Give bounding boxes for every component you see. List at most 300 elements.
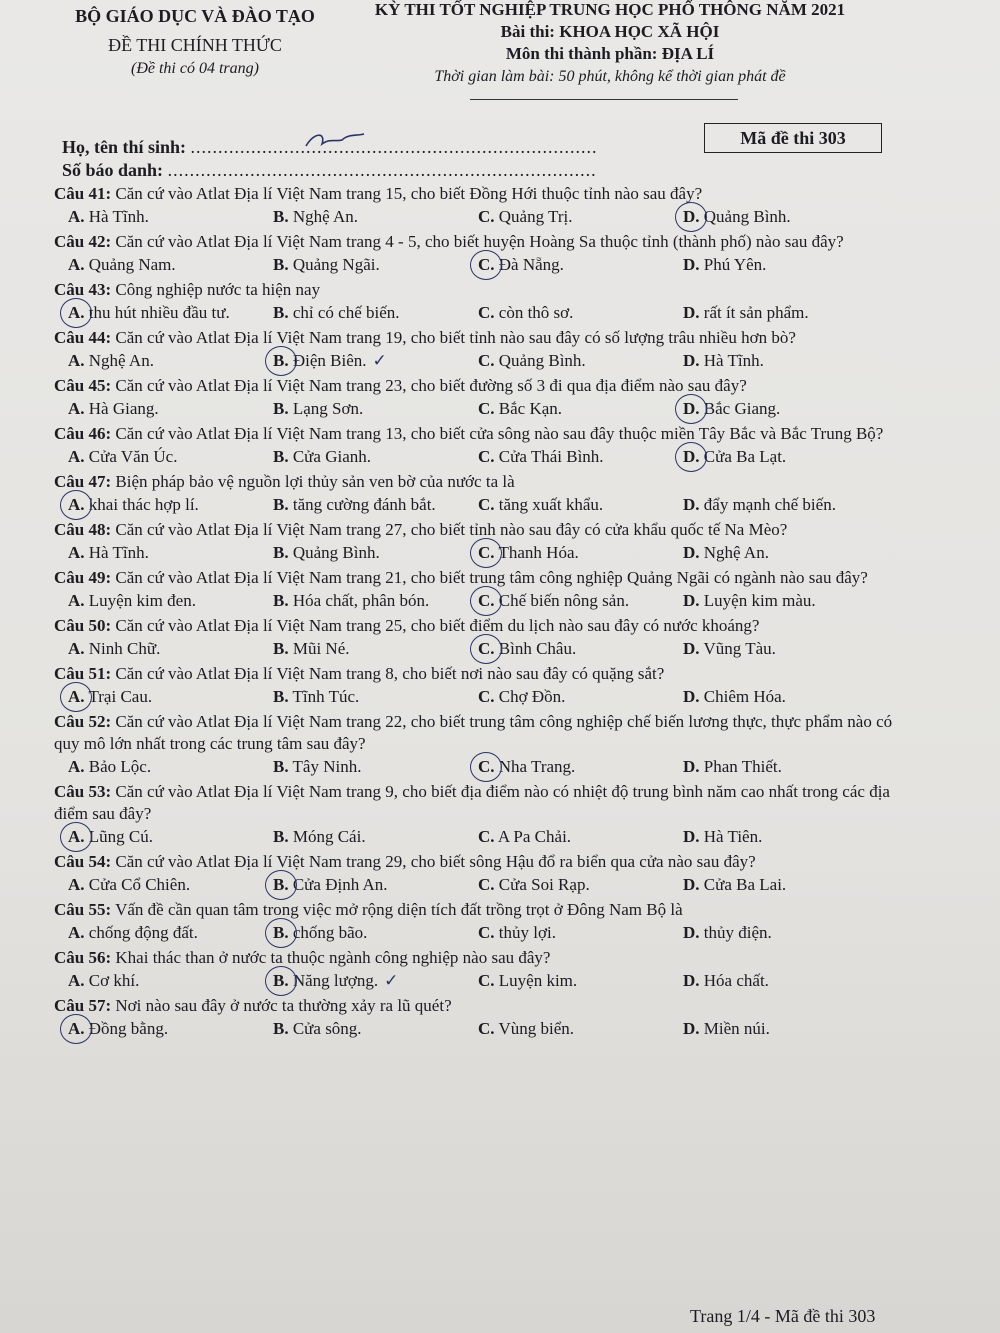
option-letter: A. (68, 687, 85, 706)
handwritten-name-scribble (300, 128, 380, 152)
option-text: chống động đất. (88, 923, 198, 942)
answer-option (273, 685, 478, 709)
option-letter: B. (273, 827, 289, 846)
question-stem (54, 947, 904, 969)
option-text: Hà Tĩnh. (88, 207, 149, 226)
answer-options (68, 589, 904, 613)
question-text: Căn cứ vào Atlat Địa lí Việt Nam trang 25, cho biết điểm du lịch nào sau đây có nước khoáng? (115, 616, 760, 635)
option-letter: A. (68, 351, 85, 370)
question-stem (54, 183, 904, 205)
answer-option (273, 541, 478, 565)
exam-subject: Bài thi: KHOA HỌC XÃ HỘI (500, 22, 720, 41)
option-text: Lũng Cú. (88, 827, 154, 846)
question-stem (54, 615, 904, 637)
question-item (54, 279, 904, 325)
answer-option (478, 921, 683, 945)
answer-option (478, 873, 683, 897)
option-text: thu hút nhiều đầu tư. (88, 303, 230, 322)
answer-option (683, 755, 888, 779)
option-letter: D. (683, 639, 700, 658)
answer-option (478, 493, 683, 517)
candidate-name-label: Họ, tên thí sinh: (62, 137, 187, 157)
question-text: Công nghiệp nước ta hiện nay (115, 280, 321, 299)
option-letter: C. (478, 447, 495, 466)
answer-option (68, 755, 273, 779)
question-text: Căn cứ vào Atlat Địa lí Việt Nam trang 22, cho biết trung tâm công nghiệp chế biến lương thực, thực phẩm nào có quy mô lớn nhất trong các trung tâm sau đây? (54, 712, 893, 753)
question-text: Nơi nào sau đây ở nước ta thường xảy ra lũ quét? (115, 996, 452, 1015)
answer-option (683, 301, 888, 325)
question-text: Căn cứ vào Atlat Địa lí Việt Nam trang 21, cho biết trung tâm công nghiệp Quảng Ngãi có ngành nào sau đây? (115, 568, 868, 587)
option-text: chống bão. (292, 923, 368, 942)
answer-option (683, 349, 888, 373)
option-letter: B. (273, 591, 289, 610)
option-text: Cửa Ba Lạt. (703, 447, 787, 466)
page-count-note: (Đề thi có 04 trang) (131, 60, 259, 77)
answer-option (683, 397, 888, 421)
header-right (340, 0, 880, 86)
option-text: A Pa Chải. (497, 827, 572, 846)
option-letter: B. (273, 639, 289, 658)
question-text: Biện pháp bảo vệ nguồn lợi thủy sản ven bờ của nước ta là (115, 472, 515, 491)
question-number: Câu 45: (54, 376, 112, 395)
answer-option (273, 589, 478, 613)
answer-option (68, 1017, 273, 1041)
option-letter: A. (68, 207, 85, 226)
answer-options (68, 349, 904, 373)
answer-option (683, 921, 888, 945)
question-stem (54, 899, 904, 921)
option-text: Đồng bằng. (88, 1019, 169, 1038)
question-stem (54, 231, 904, 253)
option-letter: A. (68, 255, 85, 274)
answer-options (68, 921, 904, 945)
option-letter: C. (478, 827, 495, 846)
question-number: Câu 48: (54, 520, 112, 539)
option-letter: A. (68, 757, 85, 776)
answer-options (68, 685, 904, 709)
question-text: Căn cứ vào Atlat Địa lí Việt Nam trang 23, cho biết đường số 3 đi qua địa điểm nào sau đây? (115, 376, 747, 395)
option-letter: C. (478, 923, 495, 942)
answer-options (68, 301, 904, 325)
answer-option (478, 541, 683, 565)
question-stem (54, 567, 904, 589)
option-text: Cửa Soi Rạp. (498, 875, 590, 894)
answer-options (68, 541, 904, 565)
answer-option (683, 637, 888, 661)
answer-option (683, 589, 888, 613)
question-stem (54, 781, 904, 825)
question-number: Câu 57: (54, 996, 112, 1015)
candidate-id-line (62, 160, 597, 181)
answer-option (68, 637, 273, 661)
option-letter: B. (273, 687, 289, 706)
answer-option (273, 397, 478, 421)
option-letter: C. (478, 875, 495, 894)
option-letter: D. (683, 827, 700, 846)
page-footer: Trang 1/4 - Mã đề thi 303 (690, 1306, 876, 1326)
question-item (54, 663, 904, 709)
question-stem (54, 327, 904, 349)
option-letter: C. (478, 207, 495, 226)
question-number: Câu 41: (54, 184, 112, 203)
answer-option (273, 755, 478, 779)
question-text: Vấn đề cần quan tâm trong việc mở rộng diện tích đất trồng trọt ở Đông Nam Bộ là (115, 900, 683, 919)
option-letter: D. (683, 399, 700, 418)
question-number: Câu 50: (54, 616, 112, 635)
question-number: Câu 51: (54, 664, 112, 683)
answer-option (68, 685, 273, 709)
question-stem (54, 279, 904, 301)
exam-title: KỲ THI TỐT NGHIỆP TRUNG HỌC PHỔ THÔNG NĂM 2021 (374, 0, 846, 19)
question-item (54, 471, 904, 517)
option-text: Hà Tiên. (703, 827, 763, 846)
option-text: Cửa Văn Úc. (88, 447, 178, 466)
option-text: Hà Giang. (88, 399, 159, 418)
answer-option (68, 493, 273, 517)
option-letter: D. (683, 971, 700, 990)
option-text: Quảng Bình. (498, 351, 586, 370)
check-mark-icon: ✓ (384, 971, 399, 990)
option-letter: B. (273, 757, 289, 776)
option-letter: B. (273, 971, 289, 990)
question-stem (54, 851, 904, 873)
question-item (54, 615, 904, 661)
option-text: Trại Cau. (88, 687, 153, 706)
answer-option (683, 873, 888, 897)
option-letter: A. (68, 923, 85, 942)
option-letter: D. (683, 591, 700, 610)
option-text: Cửa Ba Lai. (703, 875, 787, 894)
answer-option (683, 685, 888, 709)
question-text: Căn cứ vào Atlat Địa lí Việt Nam trang 19, cho biết tỉnh nào sau đây có số lượng trâu nhiều hơn bò? (115, 328, 796, 347)
answer-option (68, 397, 273, 421)
answer-option (273, 637, 478, 661)
answer-option (68, 921, 273, 945)
option-text: Vũng Tàu. (703, 639, 776, 658)
question-text: Căn cứ vào Atlat Địa lí Việt Nam trang 15, cho biết Đồng Hới thuộc tỉnh nào sau đây? (115, 184, 703, 203)
option-text: Quảng Trị. (498, 207, 573, 226)
question-item (54, 231, 904, 277)
option-letter: D. (683, 255, 700, 274)
option-text: Phú Yên. (703, 255, 767, 274)
candidate-name-dots: .......................................................................... (190, 137, 598, 157)
option-letter: D. (683, 687, 700, 706)
answer-option (478, 825, 683, 849)
question-item (54, 781, 904, 849)
option-letter: A. (68, 303, 85, 322)
option-text: Phan Thiết. (703, 757, 782, 776)
answer-option (273, 253, 478, 277)
question-number: Câu 53: (54, 782, 112, 801)
option-text: Nghệ An. (292, 207, 359, 226)
answer-option (478, 685, 683, 709)
question-stem (54, 519, 904, 541)
option-text: Bắc Kạn. (498, 399, 563, 418)
question-text: Căn cứ vào Atlat Địa lí Việt Nam trang 9, cho biết địa điểm nào có nhiệt độ trung bình năm cao nhất trong các địa điểm sau đây? (54, 782, 890, 823)
question-text: Căn cứ vào Atlat Địa lí Việt Nam trang 13, cho biết cửa sông nào sau đây thuộc miền Tây Bắc và Bắc Trung Bộ? (115, 424, 884, 443)
option-text: chỉ có chế biến. (292, 303, 400, 322)
option-letter: A. (68, 495, 85, 514)
answer-options (68, 397, 904, 421)
question-stem (54, 423, 904, 445)
question-item (54, 851, 904, 897)
option-letter: C. (478, 255, 495, 274)
answer-option (478, 969, 683, 993)
option-text: Cửa sông. (292, 1019, 362, 1038)
answer-option (68, 541, 273, 565)
option-letter: A. (68, 1019, 85, 1038)
header-divider (470, 99, 738, 100)
option-text: Cửa Thái Bình. (498, 447, 604, 466)
answer-option (68, 205, 273, 229)
candidate-id-label: Số báo danh: (62, 160, 164, 180)
option-letter: B. (273, 923, 289, 942)
option-letter: D. (683, 303, 700, 322)
answer-option (68, 969, 273, 993)
option-text: Cửa Định An. (292, 875, 388, 894)
answer-option (478, 205, 683, 229)
option-text: Luyện kim. (498, 971, 578, 990)
answer-option (478, 589, 683, 613)
answer-option (273, 493, 478, 517)
option-letter: D. (683, 1019, 700, 1038)
option-text: Nha Trang. (498, 757, 576, 776)
option-letter: B. (273, 399, 289, 418)
answer-option (683, 1017, 888, 1041)
answer-option (683, 969, 888, 993)
option-letter: C. (478, 687, 495, 706)
official-label: ĐỀ THI CHÍNH THỨC (108, 35, 282, 55)
option-letter: A. (68, 447, 85, 466)
option-letter: A. (68, 639, 85, 658)
question-number: Câu 56: (54, 948, 112, 967)
answer-options (68, 755, 904, 779)
question-item (54, 567, 904, 613)
option-letter: B. (273, 543, 289, 562)
option-letter: D. (683, 447, 700, 466)
answer-options (68, 825, 904, 849)
option-text: Chợ Đồn. (498, 687, 566, 706)
option-text: Bình Châu. (498, 639, 577, 658)
exam-code-box: Mã đề thi 303 (704, 123, 882, 153)
question-text: Căn cứ vào Atlat Địa lí Việt Nam trang 29, cho biết sông Hậu đổ ra biển qua cửa nào sau đây? (115, 852, 756, 871)
question-stem (54, 711, 904, 755)
question-item (54, 375, 904, 421)
question-number: Câu 54: (54, 852, 112, 871)
candidate-id-dots: .............................................................................. (167, 160, 597, 180)
question-stem (54, 471, 904, 493)
option-text: rất ít sản phẩm. (703, 303, 809, 322)
option-text: Cơ khí. (88, 971, 140, 990)
option-text: Điện Biên. (292, 351, 367, 370)
question-item (54, 423, 904, 469)
question-list (54, 183, 904, 1043)
option-letter: C. (478, 639, 495, 658)
option-text: thủy điện. (703, 923, 772, 942)
answer-option (273, 969, 478, 993)
option-text: Hóa chất, phân bón. (292, 591, 430, 610)
question-item (54, 327, 904, 373)
ministry-name: BỘ GIÁO DỤC VÀ ĐÀO TẠO (75, 6, 315, 26)
exam-component: Môn thi thành phần: ĐỊA LÍ (505, 44, 715, 63)
option-text: Móng Cái. (292, 827, 366, 846)
answer-option (683, 205, 888, 229)
answer-options (68, 253, 904, 277)
option-text: Quảng Nam. (88, 255, 176, 274)
option-letter: D. (683, 495, 700, 514)
question-stem (54, 375, 904, 397)
answer-option (68, 825, 273, 849)
question-number: Câu 52: (54, 712, 112, 731)
option-text: Luyện kim đen. (88, 591, 196, 610)
option-letter: A. (68, 399, 85, 418)
option-text: Nghệ An. (703, 543, 769, 562)
answer-option (68, 589, 273, 613)
option-letter: C. (478, 303, 495, 322)
question-item (54, 947, 904, 993)
option-text: Bảo Lộc. (88, 757, 152, 776)
answer-options (68, 493, 904, 517)
option-text: Luyện kim màu. (703, 591, 816, 610)
option-letter: A. (68, 591, 85, 610)
answer-option (683, 541, 888, 565)
answer-options (68, 873, 904, 897)
option-text: Lạng Sơn. (292, 399, 364, 418)
option-letter: C. (478, 757, 495, 776)
question-number: Câu 43: (54, 280, 112, 299)
answer-option (273, 825, 478, 849)
option-text: Quảng Ngãi. (292, 255, 380, 274)
option-text: Chế biến nông sản. (498, 591, 630, 610)
option-text: tăng cường đánh bắt. (292, 495, 436, 514)
option-text: Đà Nẵng. (498, 255, 564, 274)
option-letter: D. (683, 875, 700, 894)
answer-option (68, 253, 273, 277)
option-letter: A. (68, 827, 85, 846)
option-text: đẩy mạnh chế biến. (703, 495, 836, 514)
answer-option (273, 873, 478, 897)
option-letter: D. (683, 757, 700, 776)
question-text: Căn cứ vào Atlat Địa lí Việt Nam trang 27, cho biết tỉnh nào sau đây có cửa khẩu quốc tế Na Mèo? (115, 520, 788, 539)
answer-option (478, 301, 683, 325)
option-letter: D. (683, 207, 700, 226)
question-number: Câu 49: (54, 568, 112, 587)
option-text: Tĩnh Túc. (292, 687, 360, 706)
option-letter: B. (273, 207, 289, 226)
answer-options (68, 205, 904, 229)
answer-option (683, 493, 888, 517)
header-left (40, 6, 350, 78)
option-text: thủy lợi. (498, 923, 556, 942)
option-letter: B. (273, 1019, 289, 1038)
option-letter: D. (683, 543, 700, 562)
answer-option (478, 253, 683, 277)
answer-options (68, 637, 904, 661)
question-text: Khai thác than ở nước ta thuộc ngành công nghiệp nào sau đây? (115, 948, 551, 967)
option-letter: C. (478, 351, 495, 370)
answer-option (68, 873, 273, 897)
answer-option (273, 445, 478, 469)
option-letter: C. (478, 591, 495, 610)
answer-option (273, 921, 478, 945)
option-letter: B. (273, 875, 289, 894)
option-text: Năng lượng. (292, 971, 379, 990)
answer-option (478, 349, 683, 373)
option-text: Cửa Gianh. (292, 447, 371, 466)
option-text: Vùng biển. (498, 1019, 575, 1038)
answer-option (683, 825, 888, 849)
answer-options (68, 1017, 904, 1041)
option-letter: A. (68, 543, 85, 562)
answer-option (478, 755, 683, 779)
option-text: Hóa chất. (703, 971, 769, 990)
answer-options (68, 969, 904, 993)
answer-option (683, 253, 888, 277)
option-letter: A. (68, 971, 85, 990)
question-item (54, 519, 904, 565)
option-letter: C. (478, 1019, 495, 1038)
option-text: Bắc Giang. (703, 399, 781, 418)
answer-option (273, 1017, 478, 1041)
question-item (54, 995, 904, 1041)
answer-option (478, 397, 683, 421)
answer-option (68, 349, 273, 373)
option-text: Cửa Cổ Chiên. (88, 875, 191, 894)
option-text: Ninh Chữ. (88, 639, 161, 658)
option-text: Quảng Bình. (292, 543, 380, 562)
option-letter: D. (683, 923, 700, 942)
option-letter: B. (273, 351, 289, 370)
option-letter: B. (273, 303, 289, 322)
question-text: Căn cứ vào Atlat Địa lí Việt Nam trang 4 - 5, cho biết huyện Hoàng Sa thuộc tỉnh (thành phố) nào sau đây? (115, 232, 844, 251)
question-number: Câu 47: (54, 472, 112, 491)
answer-option (478, 637, 683, 661)
answer-option (68, 445, 273, 469)
option-text: Hà Tĩnh. (88, 543, 149, 562)
option-text: Nghệ An. (88, 351, 154, 370)
option-text: Thanh Hóa. (498, 543, 579, 562)
option-letter: C. (478, 543, 495, 562)
answer-option (68, 301, 273, 325)
option-text: khai thác hợp lí. (88, 495, 199, 514)
option-text: Chiêm Hóa. (703, 687, 786, 706)
option-letter: B. (273, 255, 289, 274)
question-item (54, 899, 904, 945)
option-letter: D. (683, 351, 700, 370)
option-text: Tây Ninh. (292, 757, 362, 776)
option-text: tăng xuất khẩu. (498, 495, 604, 514)
option-text: Quảng Bình. (703, 207, 791, 226)
answer-option (273, 301, 478, 325)
answer-option (273, 349, 478, 373)
option-letter: C. (478, 399, 495, 418)
answer-option (478, 445, 683, 469)
check-mark-icon: ✓ (372, 351, 387, 370)
question-stem (54, 663, 904, 685)
option-letter: C. (478, 971, 495, 990)
question-number: Câu 46: (54, 424, 112, 443)
option-text: Hà Tĩnh. (703, 351, 764, 370)
option-text: Mũi Né. (292, 639, 350, 658)
option-letter: B. (273, 447, 289, 466)
answer-option (273, 205, 478, 229)
option-letter: C. (478, 495, 495, 514)
question-number: Câu 42: (54, 232, 112, 251)
answer-options (68, 445, 904, 469)
question-stem (54, 995, 904, 1017)
answer-option (478, 1017, 683, 1041)
option-text: còn thô sơ. (498, 303, 574, 322)
